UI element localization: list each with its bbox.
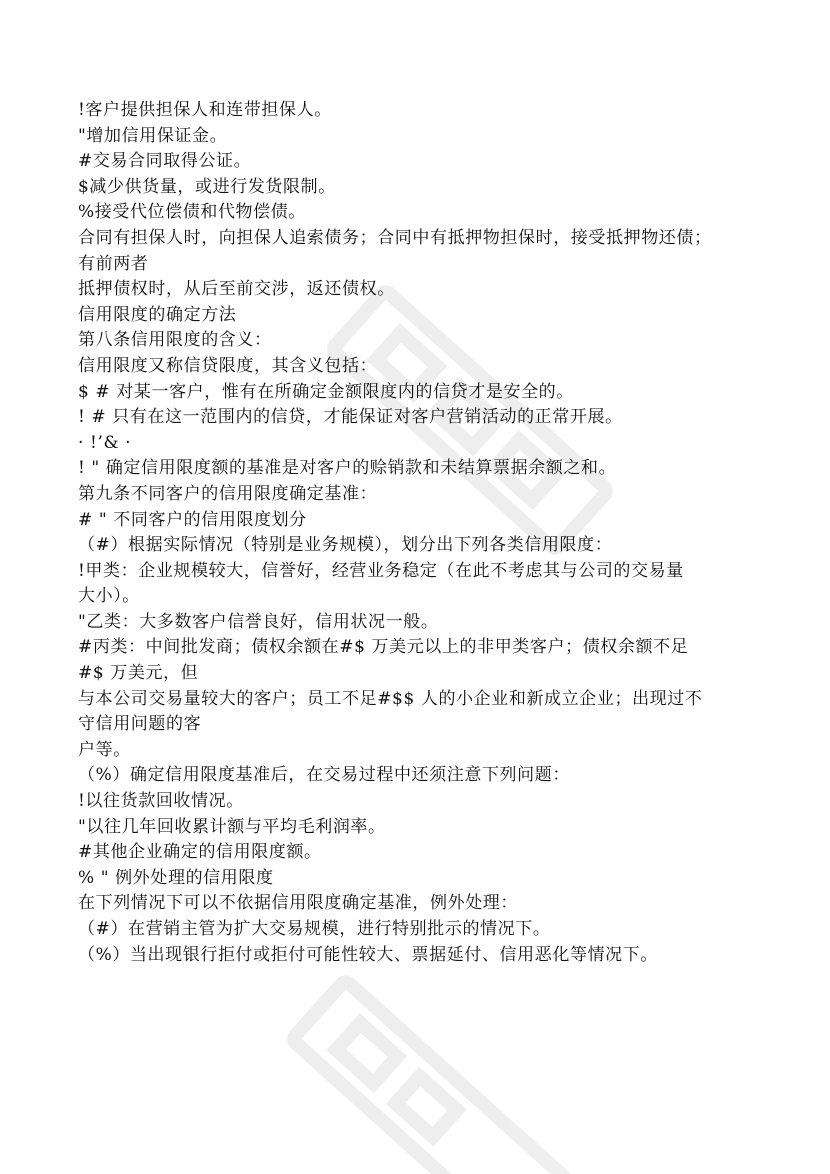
- text-line: #丙类：中间批发商；债权余额在#$ 万美元以上的非甲类客户；债权余额不足: [78, 637, 689, 658]
- text-line: ! " 确定信用限度额的基准是对客户的赊销款和未结算票据余额之和。: [78, 458, 617, 479]
- text-line: （%）当出现银行拒付或拒付可能性较大、票据延付、信用恶化等情况下。: [78, 944, 658, 965]
- text-line: #交易合同取得公证。: [78, 151, 252, 172]
- text-line: 信用限度又称信贷限度，其含义包括：: [78, 355, 378, 376]
- text-line: $减少供货量，或进行发货限制。: [78, 176, 336, 197]
- text-line: #$ 万美元，但: [78, 663, 199, 684]
- text-line: # " 不同客户的信用限度划分: [78, 509, 307, 530]
- text-line: % " 例外处理的信用限度: [78, 867, 274, 888]
- text-line: !甲类：企业规模较大，信誉好，经营业务稳定（在此不考虑其与公司的交易量: [78, 560, 684, 581]
- text-line: $ # 对某一客户，惟有在所确定金额限度内的信贷才是安全的。: [78, 381, 574, 402]
- text-line: %接受代位偿债和代物偿债。: [78, 202, 306, 223]
- text-line: （%）确定信用限度基准后，在交易过程中还须注意下列问题：: [78, 765, 570, 786]
- article-heading: 第八条信用限度的含义：: [78, 330, 272, 351]
- text-line: !以往货款回收情况。: [78, 791, 244, 812]
- document-body: [78, 98, 778, 968]
- text-line: !客户提供担保人和连带担保人。: [78, 100, 332, 120]
- text-line: （#）在营销主管为扩大交易规模，进行特别批示的情况下。: [78, 919, 551, 939]
- text-line: 抵押债权时，从后至前交涉，返还债权。: [78, 279, 395, 300]
- text-line: （#）根据实际情况（特别是业务规模），划分出下列各类信用限度：: [78, 535, 613, 556]
- text-line: "以往几年回收累计额与平均毛利润率。: [78, 816, 386, 837]
- text-line: 户等。: [78, 739, 131, 760]
- text-line: #其他企业确定的信用限度额。: [78, 842, 322, 863]
- text-line: 有前两者: [78, 253, 149, 274]
- text-line: · !’& ·: [78, 432, 132, 453]
- text-line: 大小）。: [78, 586, 140, 607]
- text-line: 在下列情况下可以不依据信用限度确定基准，例外处理：: [78, 893, 518, 914]
- text-line: 合同有担保人时，向担保人追索债务；合同中有抵押物担保时，接受抵押物还债；: [78, 227, 712, 248]
- text-line: "乙类：大多数客户信誉良好，信用状况一般。: [78, 611, 439, 632]
- text-line: "增加信用保证金。: [78, 125, 228, 146]
- section-heading: 信用限度的确定方法: [78, 304, 237, 325]
- article-heading: 第九条不同客户的信用限度确定基准：: [78, 483, 378, 504]
- text-line: ! # 只有在这一范围内的信贷，才能保证对客户营销活动的正常开展。: [78, 407, 623, 428]
- text-line: 与本公司交易量较大的客户；员工不足#$$ 人的小企业和新成立企业；出现过不: [78, 688, 703, 709]
- text-line: 守信用问题的客: [78, 714, 202, 735]
